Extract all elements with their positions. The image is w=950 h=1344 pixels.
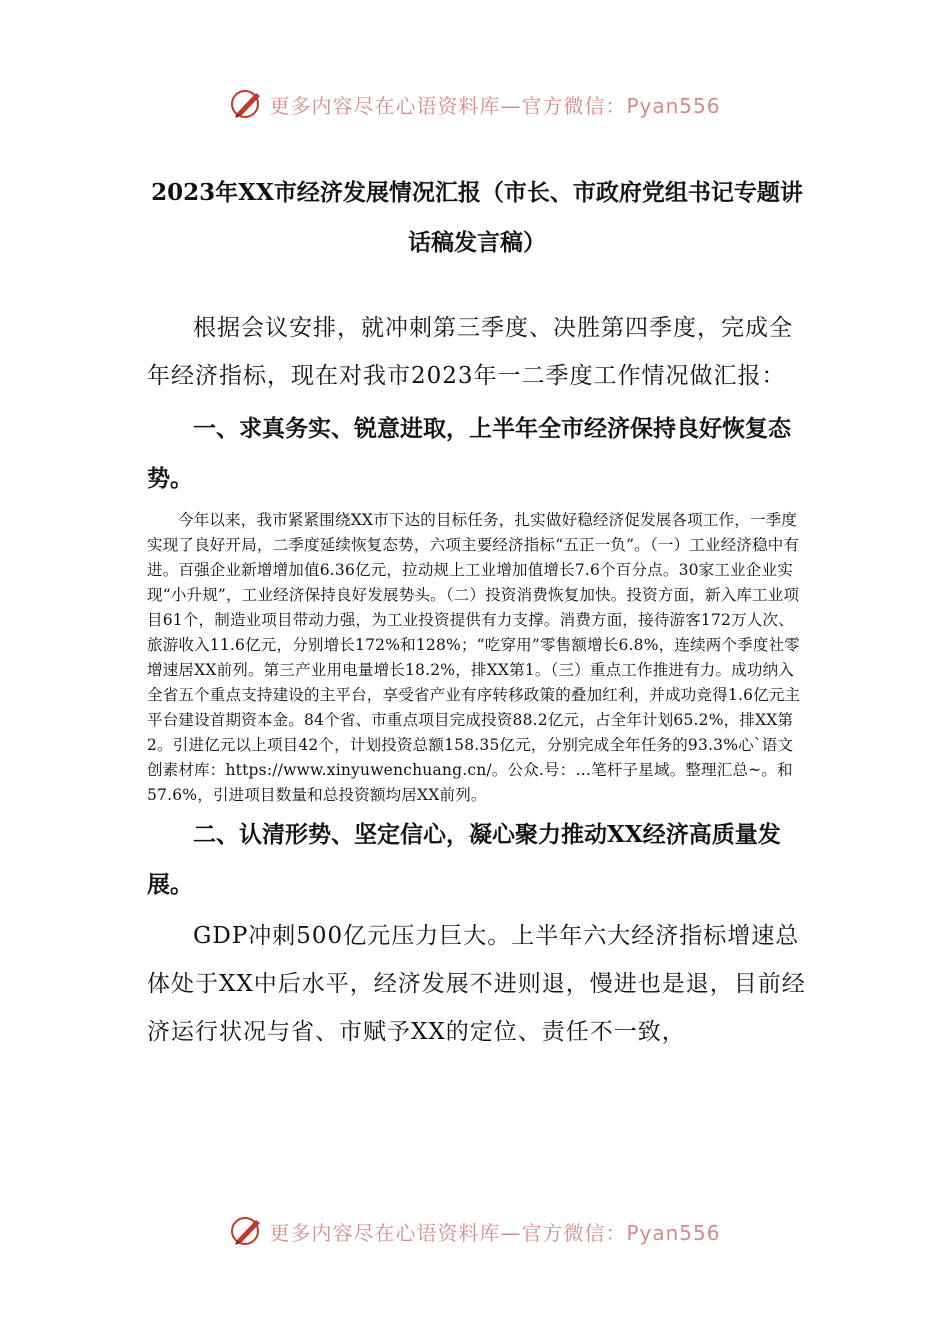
section-2-body: GDP冲刺500亿元压力巨大。上半年六大经济指标增速总体处于XX中后水平，经济发展不进则退，慢进也是退，目前经济运行状况与省、市赋予XX的定位、责任不一致， — [147, 923, 806, 1045]
pen-logo-icon — [229, 86, 265, 122]
document-body — [147, 168, 807, 1056]
document-title: 2023年XX市经济发展情况汇报（市长、市政府党组书记专题讲话稿发言稿） — [151, 179, 803, 256]
section-2-heading: 二、认清形势、坚定信心，凝心聚力推动XX经济高质量发展。 — [147, 821, 781, 898]
watermark-banner-top — [0, 84, 950, 124]
watermark-banner-bottom — [0, 1211, 950, 1251]
section-1-body: 今年以来，我市紧紧围绕XX市下达的目标任务，扎实做好稳经济促发展各项工作，一季度实现了良好开局，二季度延续恢复态势，六项主要经济指标“五正一负”。（一）工业经济稳中有进。百强企业新增增加值6.36亿元，拉动规上工业增加值增长7.6个百分点。30家工业企业实现“小升规”，工业经济保持良好发展势头。（二）投资消费恢复加快。投资方面，新入库工业项目61个，制造业项目带动力强，为工业投资提供有力支撑。消费方面，接待游客172万人次、旅游收入11.6亿元，分别增长172%和128%；“吃穿用”零售额增长6.8%，连续两个季度社零增速居XX前列。第三产业用电量增长18.2%，排XX第1。（三）重点工作推进有力。成功纳入全省五个重点支持建设的主平台，享受省产业有序转移政策的叠加红利，并成功竞得1.6亿元主平台建设首期资本金。84个省、市重点项目完成投资88.2亿元，占全年计划65.2%，排XX第2。引进亿元以上项目42个，计划投资总额158.35亿元，分别完成全年任务的93.3%心`语文创素材库：https://www.xinyuwenchuang.cn/。公众.号：…笔杆子星域。整理汇总~。和57.6%，引进项目数量和总投资额均居XX前列。 — [147, 511, 801, 804]
watermark-text-bottom: 更多内容尽在心语资料库—官方微信：Pyan556 — [269, 1220, 721, 1245]
intro-paragraph: 根据会议安排，就冲刺第三季度、决胜第四季度，完成全年经济指标，现在对我市2023年一二季度工作情况做汇报： — [147, 315, 793, 389]
section-1-heading: 一、求真务实、锐意进取，上半年全市经济保持良好恢复态势。 — [147, 415, 791, 492]
pen-logo-icon — [229, 1213, 265, 1249]
watermark-text-top: 更多内容尽在心语资料库—官方微信：Pyan556 — [269, 93, 721, 118]
